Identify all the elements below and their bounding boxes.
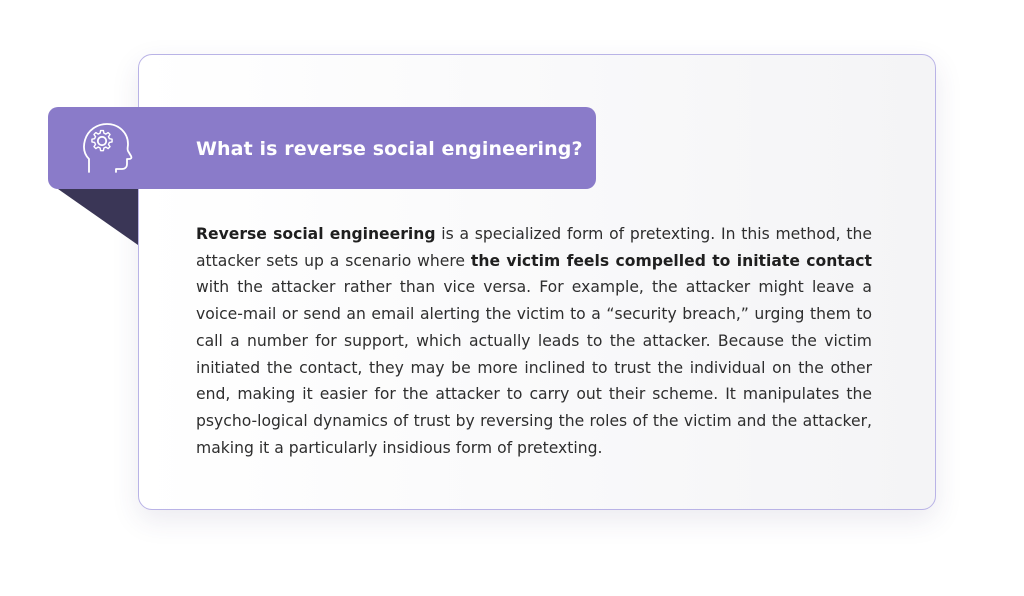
definition-paragraph <box>196 221 872 461</box>
head-with-gear-icon <box>80 121 134 175</box>
header-band <box>48 107 596 189</box>
ribbon-fold <box>58 189 138 245</box>
emphasis-highlight: the victim feels compelled to initiate contact <box>470 251 872 270</box>
card-title: What is reverse social engineering? <box>196 138 583 160</box>
term-highlight: Reverse social engineering <box>196 225 436 243</box>
paragraph-text-2: with the attacker rather than vice versa. For example, the attacker might leave a voice-mail or send an email alerting the victim to a “security breach,” urging them to call a number for support, which actually leads to the attacker. Because the victim initiated the contact, they may be more inclined to trust the individual on the other end, making it easier for the attacker to carry out their scheme. It manipulates the psycho-logical dynamics of trust by reversing the roles of the victim and the attacker, making it a particularly insidious form of pretexting. <box>196 278 872 457</box>
paragraph-text-1: is a specialized form of pretexting. In this method, the attacker sets up a scenario where <box>196 225 872 270</box>
